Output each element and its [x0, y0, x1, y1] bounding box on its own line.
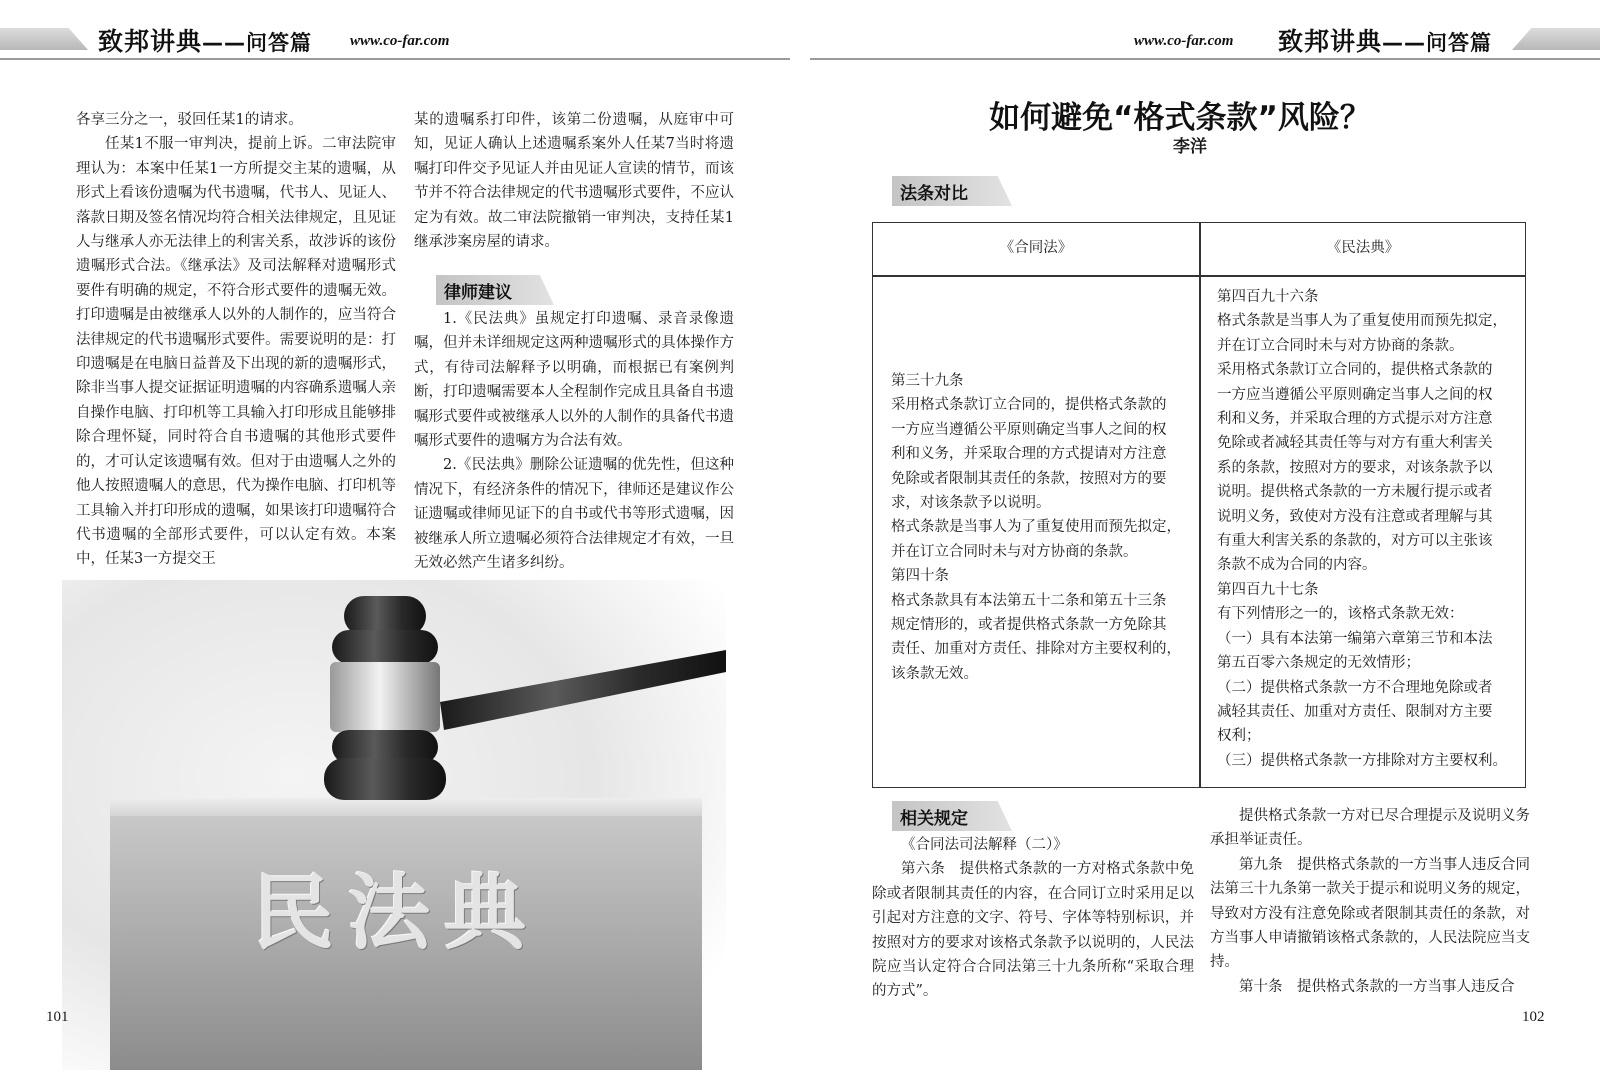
paragraph: 第九条 提供格式条款的一方当事人违反合同法第三十九条第一款关于提示和说明义务的规定，导致对方没有注意免除或者限制其责任的条款，对方当事人申请撤销该格式条款的，人民法院应当支持。 [1210, 856, 1530, 971]
gavel-photo [62, 580, 726, 1070]
table-line: 并在订立合同时未与对方协商的条款。 [1217, 337, 1464, 354]
paragraph: 任某1不服一审判决，提前上诉。二审法院审理认为：本案中任某1一方所提交主某的遗嘱，从形式上看该份遗嘱为代书遗嘱，代书人、见证人、落款日期及签名情况均符合相关法律规定，且见证人与继承人亦无法律上的利害关系，故涉诉的该份遗嘱形式合法。《继承法》及司法解释对遗嘱形式要件有明确的规定，不符合形式要件的遗嘱无效。打印遗嘱是由被继承人以外的人制作的，应当符合法律规定的代书遗嘱形式要件。需要说明的是：打印遗嘱是在电脑日益普及下出现的新的遗嘱形式，除非当事人提交证据证明遗嘱的内容确系遗嘱人亲自操作电脑、打印机等工具输入打印形成且能够排除合理怀疑，同时符合自书遗嘱的其他形式要件的，才可认定该遗嘱有效。但对于由遗嘱人之外的他人按照遗嘱人的意思，代为操作电脑、打印机等工具输入并打印形成的遗嘱，如果该打印遗嘱符合代书遗嘱的全部形式要件，可以认定有效。本案中，任某3一方提交王 [76, 136, 396, 568]
paragraph: 《合同法司法解释（二）》 [901, 837, 1068, 853]
header-url-right: www.co-far.com [1134, 33, 1234, 49]
header-title-right-main: 致邦讲典 [1278, 27, 1383, 56]
table-line: 格式条款是当事人为了重复使用而预先拟定， [891, 519, 1181, 536]
table-line: 系的条款，按照对方的要求，对该条款予以 [1217, 459, 1493, 476]
table-line: 格式条款是当事人为了重复使用而预先拟定， [1217, 313, 1507, 330]
left-col1-text [76, 108, 396, 572]
table-line: 有重大利害关系的条款的，对方可以主张该 [1217, 533, 1493, 550]
table-line: 说明。提供格式条款的一方未履行提示或者 [1217, 484, 1493, 501]
article-author: 李洋 [1173, 137, 1207, 157]
table-line: 采用格式条款订立合同的，提供格式条款的 [891, 397, 1167, 414]
header-url-left: www.co-far.com [350, 33, 450, 49]
table-line: 免除或者限制其责任的条款，按照对方的要 [891, 470, 1167, 487]
header-rule-right [810, 58, 1600, 60]
section-heading-related-rules [892, 801, 1012, 831]
table-line: 说明义务，致使对方没有注意或者理解与其 [1217, 508, 1493, 525]
table-line: 求，对该条款予以说明。 [891, 495, 1051, 512]
paragraph: 2.《民法典》删除公证遗嘱的优先性，但这种情况下，有经济条件的情况下，律师还是建议作公证遗嘱或律师见证下的自书或代书等形式遗嘱，因被继承人所立遗嘱必须符合法律规定才有效，一旦无效必然产生诸多纠纷。 [414, 457, 734, 572]
table-line: 减轻其责任、加重对方责任、限制对方主要 [1217, 703, 1493, 720]
photo-engraved-text: 民法典 [252, 865, 541, 961]
table-line: （一）具有本法第一编第六章第三节和本法 [1217, 630, 1493, 647]
header-band-right [1512, 28, 1600, 50]
paragraph: 某的遗嘱系打印件，该第二份遗嘱，从庭审中可知，见证人确认上述遗嘱系案外人任某7当时将遗嘱打印件交予见证人并由见证人宣读的情节，而该节并不符合法律规定的代书遗嘱形式要件，不应认定为有效。故二审法院撤销一审判决，支持任某1继承涉案房屋的请求。 [414, 112, 734, 251]
header-title-right-suffix: ——问答篇 [1382, 31, 1493, 55]
related-rules-col1 [872, 833, 1194, 1004]
header-title-left-main: 致邦讲典 [98, 27, 203, 56]
table-divider-vertical [1199, 223, 1201, 787]
table-line: （二）提供格式条款一方不合理地免除或者 [1217, 679, 1493, 696]
table-line: 有下列情形之一的，该格式条款无效： [1217, 606, 1464, 623]
page-number-right: 102 [1522, 1009, 1545, 1025]
table-line: 责任、加重对方责任、排除对方主要权利的， [891, 641, 1181, 658]
law-comparison-table [872, 222, 1526, 788]
header-title-left-suffix: ——问答篇 [202, 31, 313, 55]
article-title: 如何避免“格式条款”风险？ [989, 100, 1371, 136]
table-cell-civil-code [1217, 285, 1507, 773]
table-line: 该条款无效。 [891, 665, 978, 682]
table-line: 条款不成为合同的内容。 [1217, 557, 1377, 574]
table-header-contract-law: 《合同法》 [999, 240, 1073, 256]
table-line: 格式条款具有本法第五十二条和第五十三条 [891, 592, 1167, 609]
table-line: 一方应当遵循公平原则确定当事人之间的权 [891, 421, 1167, 438]
table-header-civil-code: 《民法典》 [1326, 240, 1400, 256]
section-heading-related-rules-text: 相关规定 [900, 809, 968, 829]
paragraph: 提供格式条款一方对已尽合理提示及说明义务承担举证责任。 [1210, 808, 1530, 849]
table-line: 权利； [1217, 728, 1261, 745]
table-divider-horizontal [873, 275, 1525, 277]
header-rule-left [0, 58, 790, 60]
paragraph: 各享三分之一，驳回任某1的请求。 [76, 112, 303, 128]
paragraph: 第十条 提供格式条款的一方当事人违反合 [1239, 978, 1515, 995]
table-line: 利和义务，并采取合理的方式提请对方注意 [891, 446, 1167, 463]
table-cell-contract-law [891, 369, 1181, 686]
page-number-left: 101 [46, 1009, 69, 1025]
lawyer-advice-heading [436, 275, 554, 305]
table-line: 第四十条 [891, 568, 949, 585]
header-title-left [98, 22, 312, 58]
table-line: 第三十九条 [891, 373, 964, 389]
table-line: 第四百九十七条 [1217, 581, 1319, 598]
table-line: 采用格式条款订立合同的，提供格式条款的 [1217, 362, 1493, 379]
table-line: 一方应当遵循公平原则确定当事人之间的权 [1217, 386, 1493, 403]
table-line: 规定情形的，或者提供格式条款一方免除其 [891, 617, 1167, 634]
section-heading-law-comparison [892, 176, 1012, 206]
left-col2-text [414, 108, 734, 254]
table-line: 免除或者减轻其责任等与对方有重大利害关 [1217, 435, 1493, 452]
section-heading-law-comparison-text: 法条对比 [900, 184, 968, 204]
lawyer-advice-heading-text: 律师建议 [444, 283, 512, 303]
table-line: 利和义务，并采取合理的方式提示对方注意 [1217, 411, 1493, 428]
paragraph: 1.《民法典》虽规定打印遗嘱、录音录像遗嘱，但并未详细规定这两种遗嘱形式的具体操作方式，有待司法解释予以明确，而根据已有案例判断，打印遗嘱需要本人全程制作完成且具备自书遗嘱形式要件或被继承人以外的人制作的具备代书遗嘱形式要件的遗嘱方为合法有效。 [414, 311, 734, 450]
gavel-illustration [62, 580, 726, 1070]
lawyer-advice-text [414, 307, 734, 575]
paragraph: 第六条 提供格式条款的一方对格式条款中免除或者限制其责任的内容，在合同订立时采用足以引起对方注意的文字、符号、字体等特别标识，并按照对方的要求对该格式条款予以说明的，人民法院应当认定符合合同法第三十九条所称“采取合理的方式”。 [872, 861, 1194, 1000]
table-line: 第四百九十六条 [1217, 289, 1319, 305]
table-line: （三）提供格式条款一方排除对方主要权利。 [1217, 752, 1507, 769]
table-line: 第五百零六条规定的无效情形； [1217, 655, 1420, 672]
header-title-right [1278, 22, 1492, 58]
header-band-left [0, 28, 88, 50]
table-line: 并在订立合同时未与对方协商的条款。 [891, 543, 1138, 560]
related-rules-col2 [1210, 804, 1530, 999]
